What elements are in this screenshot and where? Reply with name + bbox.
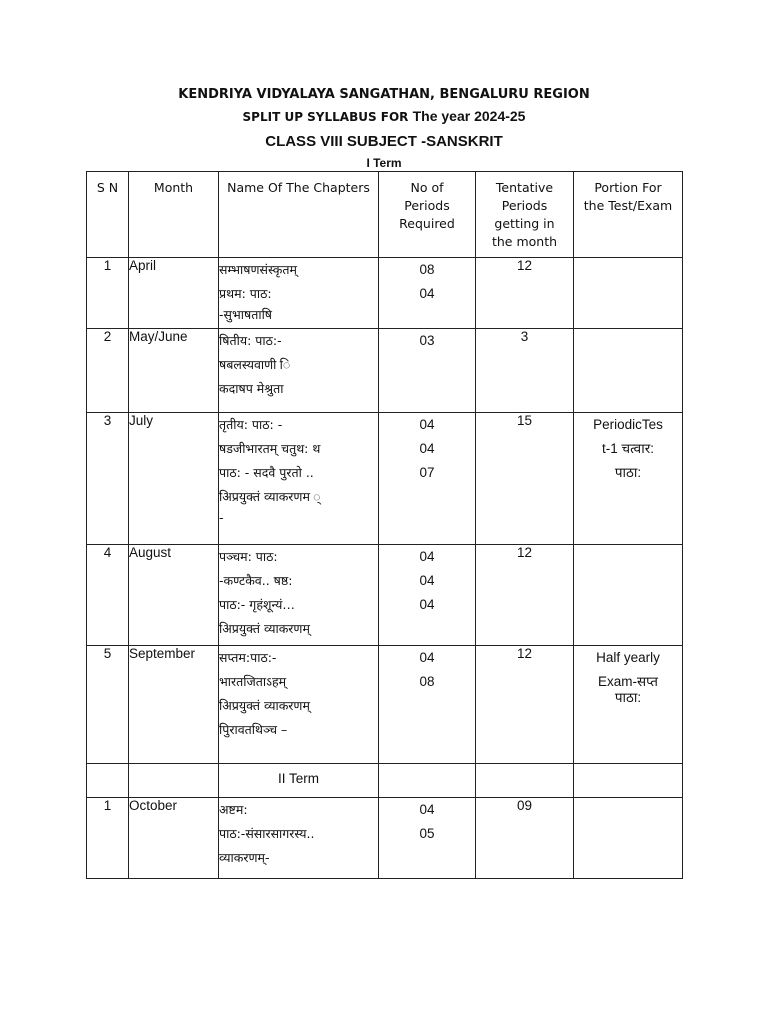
chapter-line: तृतीय: पाठ: - — [219, 417, 283, 432]
cell-periods — [379, 798, 476, 879]
chapter-line: अिप्रयुक्तं व्याकरणम् — [219, 698, 310, 713]
header-month: Month — [129, 172, 219, 258]
period-value: 05 — [419, 826, 435, 841]
cell-periods — [379, 329, 476, 413]
cell-month: April — [129, 258, 219, 329]
period-value: 07 — [419, 465, 435, 480]
cell-periods — [379, 413, 476, 545]
cell-month: May/June — [129, 329, 219, 413]
header-portion — [574, 172, 683, 258]
chapter-line: व्याकरणम्- — [219, 850, 270, 865]
table-row — [87, 646, 683, 764]
portion-line: पाठा: — [614, 465, 642, 480]
chapter-line: पुिरावतथिञ्च – — [219, 722, 288, 737]
cell-periods — [379, 258, 476, 329]
cell-sn: 3 — [87, 413, 129, 545]
cell-sn: 1 — [87, 798, 129, 879]
cell-chapters — [219, 329, 379, 413]
syllabus-prefix: SPLIT UP SYLLABUS FOR — [242, 110, 413, 124]
header-line: No of — [410, 180, 444, 195]
cell-chapters — [219, 798, 379, 879]
period-value: 03 — [419, 333, 435, 348]
table-row — [87, 258, 683, 329]
period-value: 04 — [419, 802, 435, 817]
period-value: 08 — [419, 262, 435, 277]
cell-portion — [574, 545, 683, 646]
cell-sn: 5 — [87, 646, 129, 764]
cell-month: August — [129, 545, 219, 646]
syllabus-year: The year 2024-25 — [412, 108, 526, 124]
region-title: KENDRIYA VIDYALAYA SANGATHAN, BENGALURU REGION — [178, 87, 590, 102]
term-2-row — [87, 764, 683, 798]
chapter-line: अष्टम: — [219, 802, 248, 817]
header-periods-required — [379, 172, 476, 258]
chapter-line: पाठ:- गृहंशून्यं… — [219, 597, 295, 612]
syllabus-table — [86, 171, 683, 879]
chapter-line: पञ्चम: पाठ: — [219, 549, 278, 564]
header-line: Required — [399, 216, 455, 231]
chapter-line: षडजीभारतम् चतुथ: थ — [219, 441, 321, 456]
period-value: 04 — [419, 549, 435, 564]
chapter-line: सम्भाषणसंस्कृतम् — [219, 262, 298, 277]
portion-line: Exam-सप्त — [598, 674, 658, 689]
cell-empty — [379, 764, 476, 798]
cell-sn: 4 — [87, 545, 129, 646]
chapter-line: कदाषप मेश्रुता — [219, 381, 284, 396]
cell-tentative: 12 — [476, 545, 574, 646]
portion-line: पाठा: — [614, 690, 642, 705]
syllabus-title — [0, 108, 768, 124]
chapter-line: प्रथम: पाठ: — [219, 286, 272, 301]
period-value: 04 — [419, 417, 435, 432]
class-subject-title: CLASS VIII SUBJECT -SANSKRIT — [265, 133, 503, 150]
table-row — [87, 798, 683, 879]
header-line: the month — [491, 234, 558, 249]
cell-portion — [574, 798, 683, 879]
chapter-line: अिप्रयुक्तं व्याकरणम् — [219, 621, 310, 636]
header-line: getting in — [494, 216, 555, 231]
table-row — [87, 329, 683, 413]
term-2-label: II Term — [219, 764, 379, 798]
cell-chapters — [219, 646, 379, 764]
header-line: Periods — [404, 198, 450, 213]
cell-empty — [87, 764, 129, 798]
chapter-line: भारतजिताऽहम् — [219, 674, 287, 689]
period-value: 04 — [419, 441, 435, 456]
cell-month: October — [129, 798, 219, 879]
chapter-line: -सुभाषताषि — [219, 307, 273, 322]
cell-tentative: 15 — [476, 413, 574, 545]
cell-chapters — [219, 545, 379, 646]
chapter-line: सप्तम:पाठ:- — [219, 650, 277, 665]
cell-periods — [379, 646, 476, 764]
chapter-line: पाठ: - सदवै पुरतो .. — [219, 465, 314, 480]
portion-line: Half yearly — [596, 650, 660, 665]
portion-line: PeriodicTes — [593, 417, 663, 432]
header-tentative — [476, 172, 574, 258]
cell-tentative: 3 — [476, 329, 574, 413]
cell-empty — [476, 764, 574, 798]
cell-tentative: 09 — [476, 798, 574, 879]
chapter-line: षितीय: पाठ:- — [219, 333, 282, 348]
table-row — [87, 545, 683, 646]
header-line: Tentative — [495, 180, 554, 195]
cell-portion — [574, 258, 683, 329]
cell-month: July — [129, 413, 219, 545]
period-value: 04 — [419, 597, 435, 612]
period-value: 04 — [419, 650, 435, 665]
table-row — [87, 413, 683, 545]
chapter-line: अिप्रयुक्तं व्याकरणम ् — [219, 489, 321, 504]
header-line: Portion For — [594, 180, 662, 195]
portion-line: t-1 चत्वार: — [602, 441, 654, 456]
cell-chapters — [219, 258, 379, 329]
cell-tentative: 12 — [476, 646, 574, 764]
chapter-line: - — [219, 510, 224, 525]
cell-portion — [574, 646, 683, 764]
header-sn: S N — [87, 172, 129, 258]
cell-empty — [129, 764, 219, 798]
chapter-line: -कण्टकैव.. षष्ठ: — [219, 573, 293, 588]
period-value: 04 — [419, 573, 435, 588]
chapter-line: षबलस्यवाणी ि — [219, 357, 291, 372]
cell-sn: 2 — [87, 329, 129, 413]
cell-empty — [574, 764, 683, 798]
cell-chapters — [219, 413, 379, 545]
chapter-line: पाठ:-संसारसागरस्य.. — [219, 826, 315, 841]
header-line: Periods — [501, 198, 548, 213]
cell-portion — [574, 329, 683, 413]
header-line: the Test/Exam — [583, 198, 673, 213]
period-value: 04 — [419, 286, 435, 301]
term-1-label: I Term — [366, 156, 402, 170]
cell-tentative: 12 — [476, 258, 574, 329]
cell-periods — [379, 545, 476, 646]
cell-portion — [574, 413, 683, 545]
cell-sn: 1 — [87, 258, 129, 329]
table-header-row — [87, 172, 683, 258]
cell-month: September — [129, 646, 219, 764]
header-chapters: Name Of The Chapters — [219, 172, 379, 258]
period-value: 08 — [419, 674, 435, 689]
